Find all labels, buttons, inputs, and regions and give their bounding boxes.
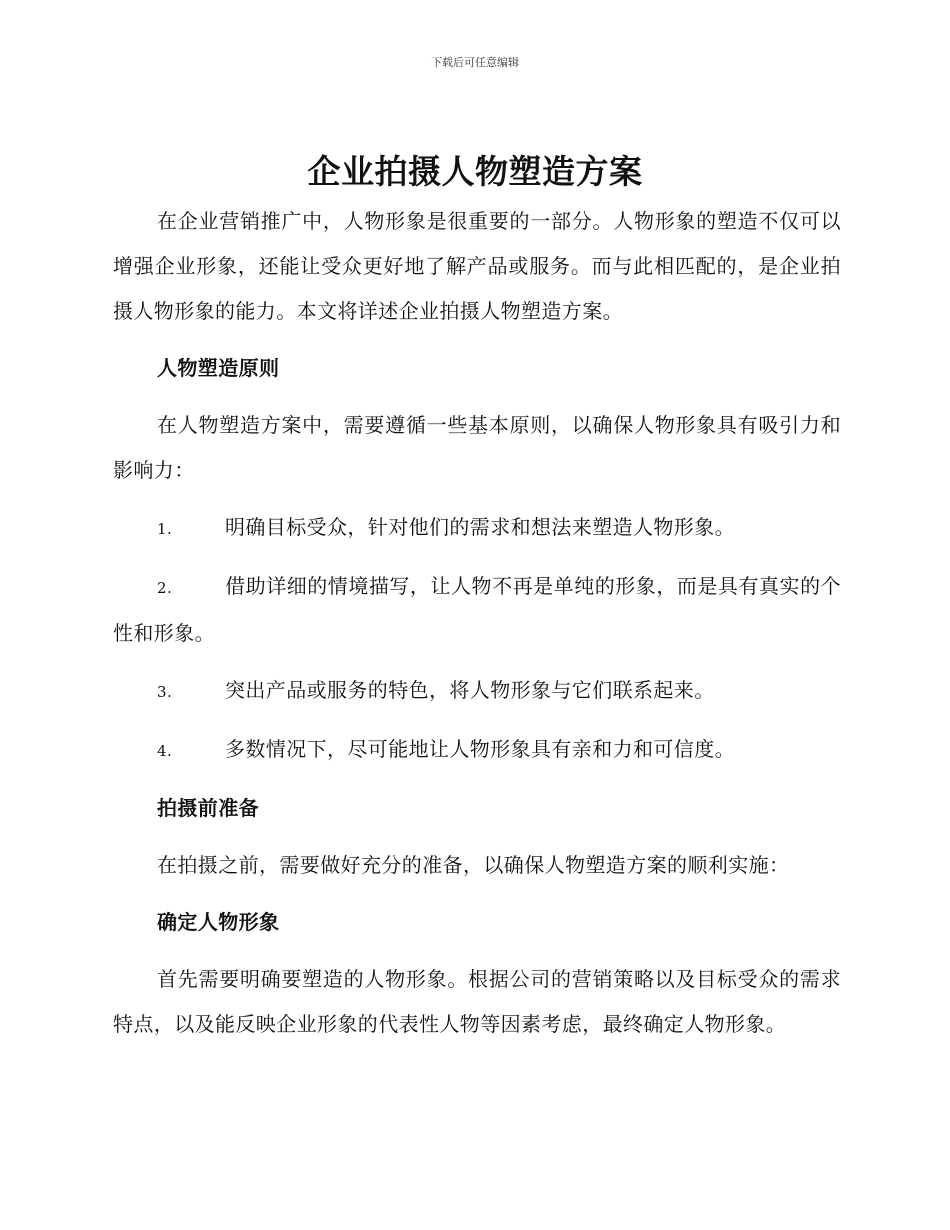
section-heading-character: 确定人物形象 <box>157 910 280 934</box>
intro-paragraph: 在企业营销推广中，人物形象是很重要的一部分。人物形象的塑造不仅可以增强企业形象，还能让受众更好地了解产品或服务。而与此相匹配的，是企业拍摄人物形象的能力。本文将详述企业拍摄人物塑造方案。 <box>113 209 841 323</box>
character-paragraph: 首先需要明确要塑造的人物形象。根据公司的营销策略以及目标受众的需求特点，以及能反映企业形象的代表性人物等因素考虑，最终确定人物形象。 <box>113 967 841 1036</box>
section-heading-preparation: 拍摄前准备 <box>157 796 259 820</box>
list-item-number: 4. <box>157 742 173 760</box>
list-item <box>113 727 841 774</box>
header-note: 下载后可任意编辑 <box>431 56 519 69</box>
list-item <box>113 564 841 656</box>
list-item <box>113 668 841 715</box>
list-item-text: 突出产品或服务的特色，将人物形象与它们联系起来。 <box>225 678 715 702</box>
preparation-paragraph: 在拍摄之前，需要做好充分的准备，以确保人物塑造方案的顺利实施： <box>157 853 790 877</box>
list-item-number: 3. <box>157 683 173 701</box>
section-heading-principles: 人物塑造原则 <box>157 356 280 380</box>
list-item-number: 2. <box>157 579 173 597</box>
document-title: 企业拍摄人物塑造方案 <box>307 152 643 191</box>
list-item-text: 多数情况下，尽可能地让人物形象具有亲和力和可信度。 <box>225 737 735 761</box>
list-item-text: 借助详细的情境描写，让人物不再是单纯的形象，而是具有真实的个性和形象。 <box>113 574 841 645</box>
list-item-text: 明确目标受众，针对他们的需求和想法来塑造人物形象。 <box>225 515 735 539</box>
list-item-number: 1. <box>157 520 173 538</box>
principles-paragraph: 在人物塑造方案中，需要遵循一些基本原则，以确保人物形象具有吸引力和影响力： <box>113 413 841 482</box>
document-body <box>113 199 841 1047</box>
list-item <box>113 505 841 552</box>
